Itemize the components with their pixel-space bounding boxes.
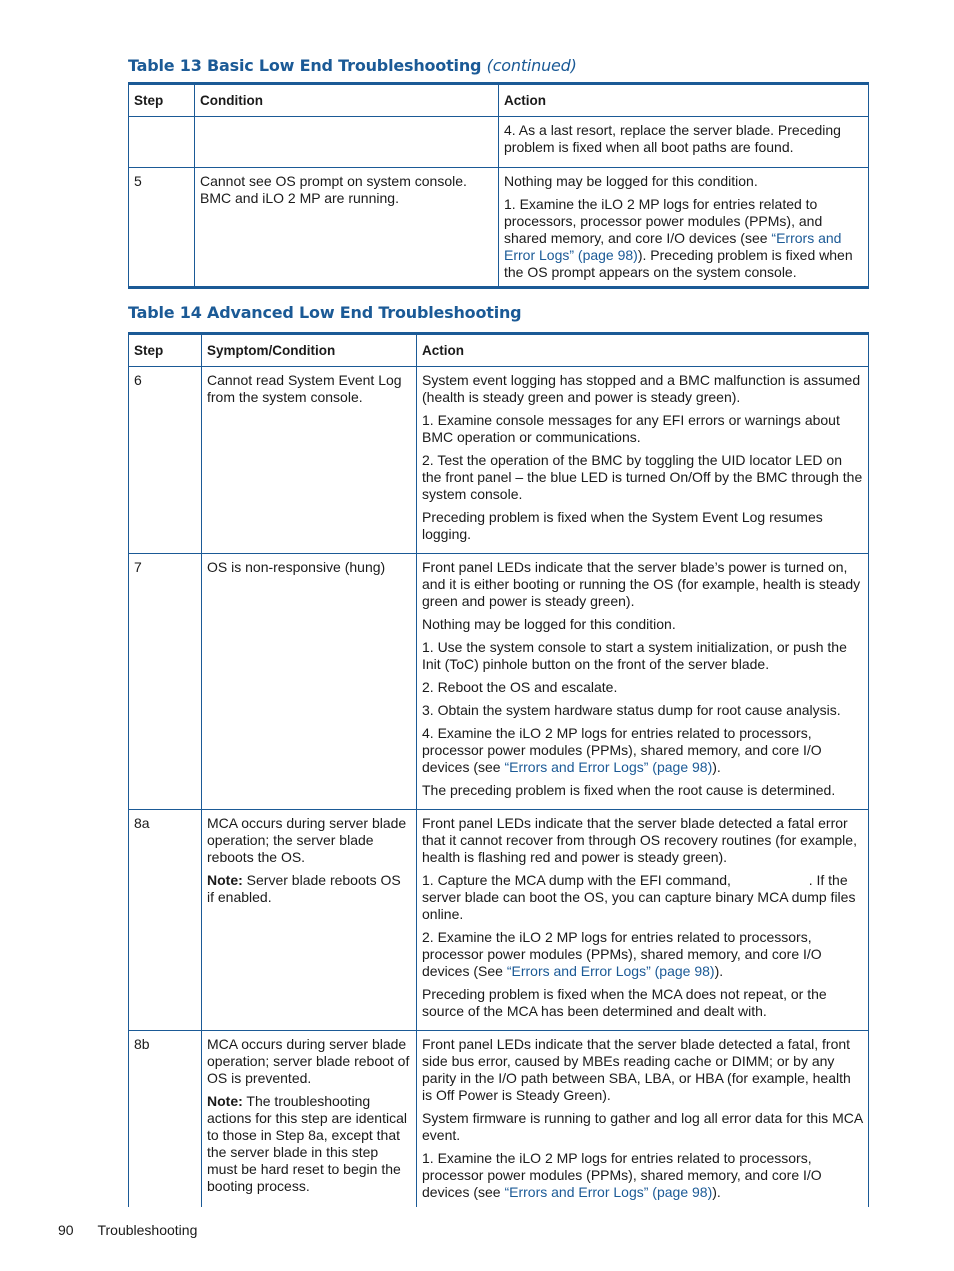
action-cell (499, 117, 869, 168)
table14 (128, 332, 869, 1207)
action-text: Front panel LEDs indicate that the server blade’s power is turned on, and it is either booting or running the OS (for example, health is steady green and power is steady green). (422, 559, 861, 609)
table-row (129, 367, 869, 554)
table14-caption (128, 303, 521, 322)
errors-and-error-logs-link[interactable]: “Errors and Error Logs” (page 98) (504, 1184, 713, 1200)
action-cell (499, 168, 869, 288)
action-text: Preceding problem is fixed when the System Event Log resumes logging. (422, 509, 823, 542)
header-step: Step (129, 334, 202, 367)
step-cell: 7 (129, 554, 202, 810)
table13 (128, 82, 869, 289)
action-text: Front panel LEDs indicate that the server blade detected a fatal error that it cannot recover from through OS recovery routines (for example, health is flashing red and power is steady green). (422, 815, 857, 865)
action-text: 2. Test the operation of the BMC by toggling the UID locator LED on the front panel – the blue LED is turned On/Off by the BMC through the system console. (422, 452, 863, 502)
note-label: Note: (207, 872, 243, 888)
page-number: 90 (58, 1222, 74, 1238)
action-text: Nothing may be logged for this condition. (422, 616, 676, 632)
condition-cell (202, 1031, 417, 1208)
note-text: Note: The troubleshooting actions for this step are identical to those in Step 8a, except that the server blade in this step must be hard reset to begin the booting process. (207, 1093, 407, 1194)
table-row (129, 117, 869, 168)
table13-header-row (129, 84, 869, 117)
action-text: 1. Use the system console to start a system initialization, or push the Init (ToC) pinhole button on the front of the server blade. (422, 639, 847, 672)
step-cell (129, 117, 195, 168)
header-symptom-condition: Symptom/Condition (202, 334, 417, 367)
table-row (129, 1031, 869, 1208)
step-cell: 8b (129, 1031, 202, 1208)
action-text: 2. Examine the iLO 2 MP logs for entries related to processors, processor power modules (PPMs), shared memory, and core I/O devices (See “Errors and Error Logs” (page 98)). (422, 929, 822, 979)
header-action: Action (499, 84, 869, 117)
action-cell (417, 554, 869, 810)
table14-title: Table 14 Advanced Low End Troubleshooting (128, 303, 522, 322)
action-text: Front panel LEDs indicate that the server blade detected a fatal, front side bus error, caused by MBEs reading cache or DIMM; or by any parity in the I/O path between SBA, LBA, or HBA (for example, health is Off Power is Steady Green). (422, 1036, 851, 1103)
condition-cell (202, 810, 417, 1031)
table-row (129, 810, 869, 1031)
table13-caption (128, 56, 577, 75)
note-text: Note: Server blade reboots OS if enabled. (207, 872, 401, 905)
action-text: 3. Obtain the system hardware status dump for root cause analysis. (422, 702, 841, 718)
action-text: The preceding problem is fixed when the root cause is determined. (422, 782, 836, 798)
condition-cell: Cannot read System Event Log from the system console. (202, 367, 417, 554)
action-text: 1. Examine the iLO 2 MP logs for entries related to processors, processor power modules (PPMs), shared memory, and core I/O devices (see “Errors and Error Logs” (page 98)). (422, 1150, 822, 1200)
condition-cell: Cannot see OS prompt on system console. BMC and iLO 2 MP are running. (195, 168, 499, 288)
errors-and-error-logs-link[interactable]: “Errors and Error Logs” (page 98) (504, 759, 713, 775)
action-text: 4. As a last resort, replace the server blade. Preceding problem is fixed when all boot paths are found. (504, 122, 841, 155)
action-text: System firmware is running to gather and log all error data for this MCA event. (422, 1110, 863, 1143)
action-text: 1. Capture the MCA dump with the EFI command, . If the server blade can boot the OS, you can capture binary MCA dump files online. (422, 872, 860, 922)
action-text: 1. Examine the iLO 2 MP logs for entries related to processors, processor power modules (PPMs), and shared memory, and core I/O devices (see “Errors and Error Logs” (page 98)). Preceding problem is fixed when the OS prompt appears on the system console. (504, 196, 853, 280)
action-cell (417, 1031, 869, 1208)
footer-section: Troubleshooting (97, 1222, 198, 1238)
condition-text: MCA occurs during server blade operation; server blade reboot of OS is prevented. (207, 1036, 410, 1086)
action-text: Nothing may be logged for this condition. (504, 173, 758, 189)
page-footer (58, 1222, 197, 1238)
action-text: System event logging has stopped and a BMC malfunction is assumed (health is steady green and power is steady green). (422, 372, 861, 405)
note-label: Note: (207, 1093, 243, 1109)
step-cell: 5 (129, 168, 195, 288)
table13-continued: (continued) (486, 56, 577, 75)
table14-header-row (129, 334, 869, 367)
condition-cell (195, 117, 499, 168)
table-row (129, 554, 869, 810)
condition-cell: OS is non-responsive (hung) (202, 554, 417, 810)
table-row (129, 168, 869, 288)
header-condition: Condition (195, 84, 499, 117)
step-cell: 6 (129, 367, 202, 554)
errors-and-error-logs-link[interactable]: “Errors and Error Logs” (page 98) (504, 230, 842, 263)
header-step: Step (129, 84, 195, 117)
action-text: 1. Examine console messages for any EFI errors or warnings about BMC operation or communications. (422, 412, 840, 445)
step-cell: 8a (129, 810, 202, 1031)
condition-text: MCA occurs during server blade operation; the server blade reboots the OS. (207, 815, 407, 865)
action-text: 2. Reboot the OS and escalate. (422, 679, 618, 695)
errors-and-error-logs-link[interactable]: “Errors and Error Logs” (page 98) (506, 963, 715, 979)
action-cell (417, 367, 869, 554)
table13-title: Table 13 Basic Low End Troubleshooting (128, 56, 482, 75)
action-cell (417, 810, 869, 1031)
action-text: Preceding problem is fixed when the MCA does not repeat, or the source of the MCA has been determined and dealt with. (422, 986, 827, 1019)
header-action: Action (417, 334, 869, 367)
action-text: 4. Examine the iLO 2 MP logs for entries related to processors, processor power modules (PPMs), shared memory, and core I/O devices (see “Errors and Error Logs” (page 98)). (422, 725, 822, 775)
